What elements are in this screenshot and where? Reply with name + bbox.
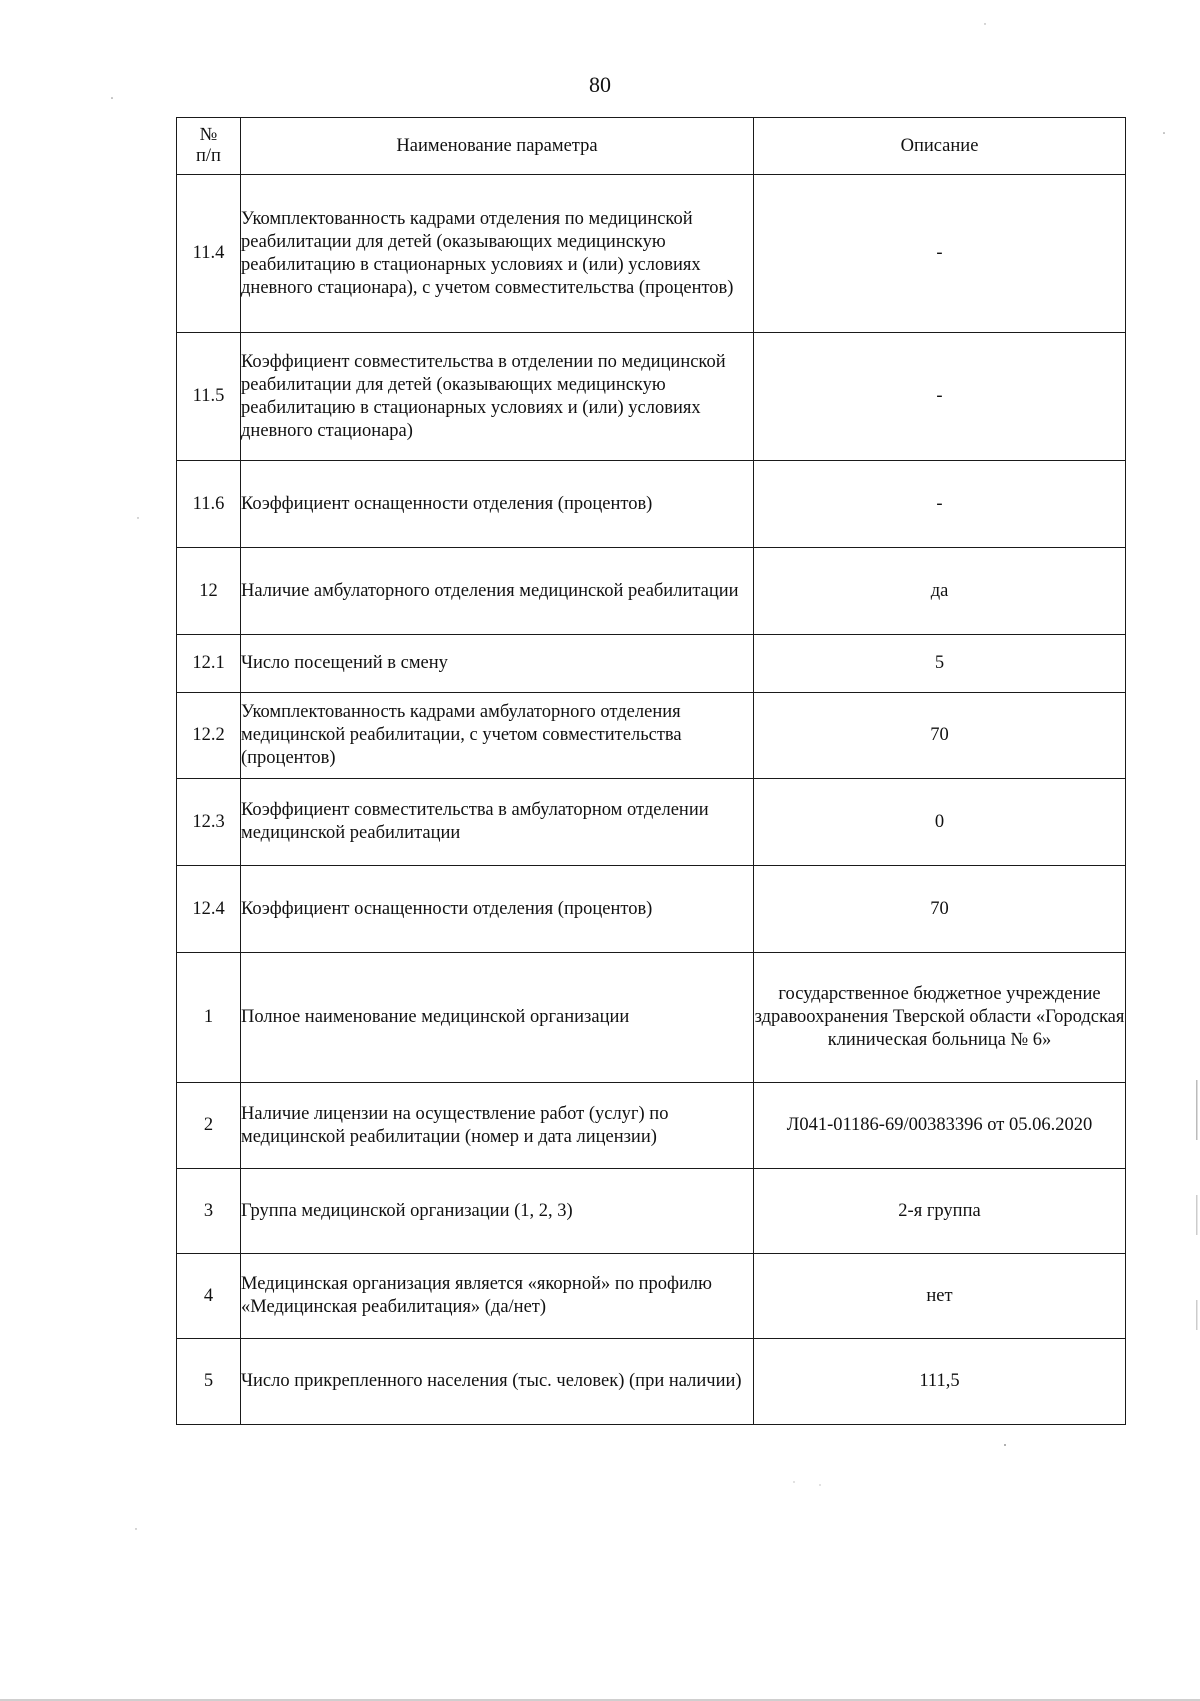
- row-number: 3: [177, 1169, 241, 1254]
- row-number: 5: [177, 1339, 241, 1425]
- row-number: 4: [177, 1254, 241, 1339]
- row-description: 111,5: [754, 1339, 1126, 1425]
- row-description: 2-я группа: [754, 1169, 1126, 1254]
- row-description: 0: [754, 779, 1126, 866]
- row-number: 12.2: [177, 693, 241, 779]
- row-parameter-name: Укомплектованность кадрами амбулаторного отделения медицинской реабилитации, с учетом совместительства (процентов): [241, 693, 754, 779]
- row-description: Л041-01186-69/00383396 от 05.06.2020: [754, 1083, 1126, 1169]
- row-number: 11.5: [177, 333, 241, 461]
- header-number-label: № п/п: [196, 125, 221, 166]
- row-parameter-name: Полное наименование медицинской организации: [241, 953, 754, 1083]
- row-parameter-name: Число посещений в смену: [241, 635, 754, 693]
- row-parameter-name: Коэффициент совместительства в амбулаторном отделении медицинской реабилитации: [241, 779, 754, 866]
- row-number: 1: [177, 953, 241, 1083]
- header-description: Описание: [754, 118, 1126, 175]
- row-description: государственное бюджетное учреждение здравоохранения Тверской области «Городская клиническая больница № 6»: [754, 953, 1126, 1083]
- row-number: 12: [177, 548, 241, 635]
- row-description: 70: [754, 866, 1126, 953]
- row-number: 2: [177, 1083, 241, 1169]
- row-description: 70: [754, 693, 1126, 779]
- row-description: -: [754, 175, 1126, 333]
- header-parameter-name: Наименование параметра: [241, 118, 754, 175]
- row-number: 12.1: [177, 635, 241, 693]
- row-parameter-name: Медицинская организация является «якорной» по профилю «Медицинская реабилитация» (да/нет): [241, 1254, 754, 1339]
- row-parameter-name: Группа медицинской организации (1, 2, 3): [241, 1169, 754, 1254]
- row-parameter-name: Коэффициент совместительства в отделении по медицинской реабилитации для детей (оказывающих медицинскую реабилитацию в стационарных условиях и (или) условиях дневного стационара): [241, 333, 754, 461]
- row-description: нет: [754, 1254, 1126, 1339]
- row-description: да: [754, 548, 1126, 635]
- row-parameter-name: Коэффициент оснащенности отделения (процентов): [241, 461, 754, 548]
- page-number: 80: [589, 72, 611, 97]
- row-description: -: [754, 333, 1126, 461]
- row-number: 11.4: [177, 175, 241, 333]
- row-parameter-name: Число прикрепленного населения (тыс. человек) (при наличии): [241, 1339, 754, 1425]
- row-number: 12.3: [177, 779, 241, 866]
- row-parameter-name: Укомплектованность кадрами отделения по медицинской реабилитации для детей (оказывающих медицинскую реабилитацию в стационарных условиях и (или) условиях дневного стационара), с учетом совместительства (процентов): [241, 175, 754, 333]
- row-description: -: [754, 461, 1126, 548]
- row-parameter-name: Наличие амбулаторного отделения медицинской реабилитации: [241, 548, 754, 635]
- row-parameter-name: Наличие лицензии на осуществление работ (услуг) по медицинской реабилитации (номер и дата лицензии): [241, 1083, 754, 1169]
- row-number: 11.6: [177, 461, 241, 548]
- row-description: 5: [754, 635, 1126, 693]
- row-number: 12.4: [177, 866, 241, 953]
- row-parameter-name: Коэффициент оснащенности отделения (процентов): [241, 866, 754, 953]
